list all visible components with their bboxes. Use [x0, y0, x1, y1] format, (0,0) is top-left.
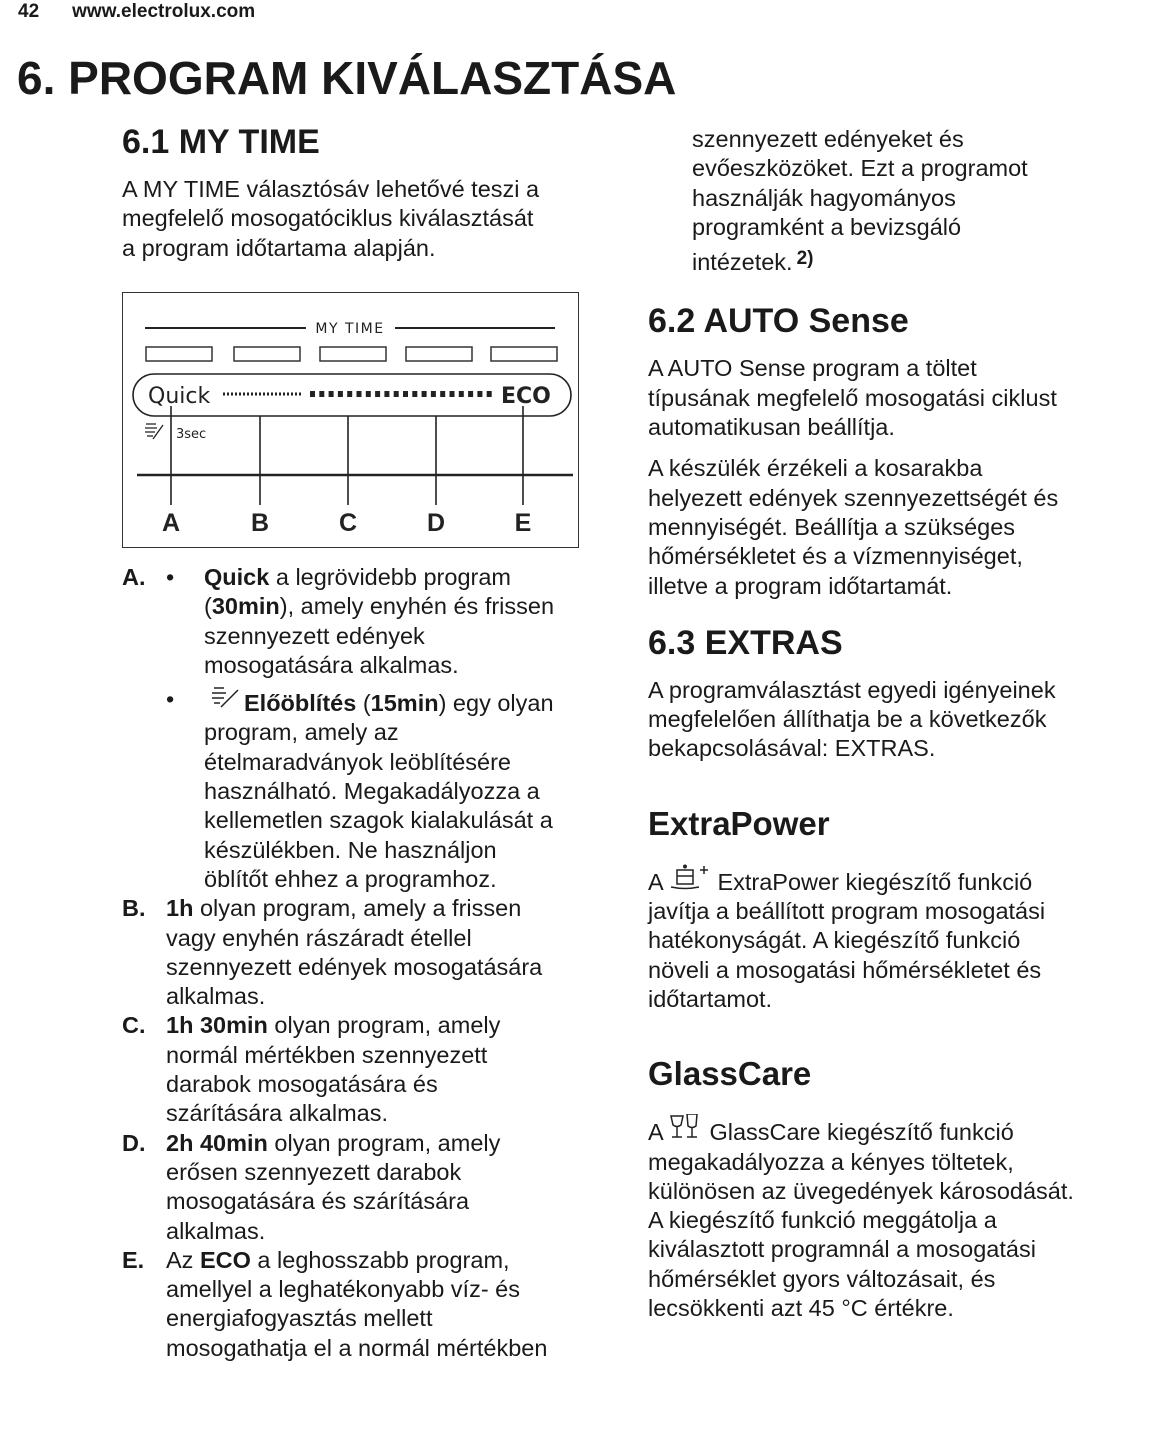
section-heading-6-2: 6.2 AUTO Sense	[648, 302, 909, 341]
indicator-box-5	[491, 347, 557, 361]
program-item-e: E. Az ECO a leghosszabb program, amellyel a leghatékonyabb víz- és energiafogyasztás mellett mosogathatja el a normál mértékben	[122, 1246, 548, 1361]
marker-e: E	[514, 509, 532, 537]
chapter-title	[17, 52, 676, 104]
auto-sense-p2: A készülék érzékeli a kosarakba helyezett edények szennyezettségét és mennyiségét. Beállítja a szükséges hőmérsékletet és a vízmennyiséget, illetve a program időtartamát.	[648, 455, 1059, 599]
section-heading-6-3: 6.3 EXTRAS	[648, 623, 843, 662]
chapter-number: 6.	[17, 52, 56, 104]
page-number: 42	[18, 1, 40, 22]
program-item-a: A. • Quick a legrövidebb program (30min), amely enyhén és frissen szennyezett edények mosogatására alkalmas. • Előöblítés (15min) egy olyan program, amely az ételmaradványok leöblítésére használható. Megakadályozza a kellemetlen szagok kialakulását a készülékben. Ne használjon öblítőt ehhez a programhoz.	[122, 563, 612, 894]
chapter-title-text: PROGRAM KIVÁLASZTÁSA	[68, 52, 677, 104]
program-item-d: D. 2h 40min olyan program, amely erősen szennyezett darabok mosogatására és szárítására alkalmas.	[122, 1129, 501, 1244]
marker-b: B	[250, 509, 270, 537]
marker-a: A	[161, 509, 181, 537]
my-time-panel-illustration	[123, 293, 580, 549]
website-link[interactable]: www.electrolux.com	[72, 1, 256, 22]
slider-eco-label: ECO	[501, 384, 551, 409]
prerinse-icon	[145, 424, 163, 439]
marker-d: D	[426, 509, 446, 537]
glasscare-icon	[669, 1114, 703, 1140]
glasscare-description: A GlassCare kiegészítő funkció megakadályozza a kényes töltetek, különösen az üvegedények károsodását. A kiegészítő funkció meggátolja a kiválasztott programnál a mosogatási hőmérséklet gyors változásait, és lecsökkenti azt 45 °C értékre.	[648, 1114, 1148, 1323]
footnote-ref[interactable]: 2)	[796, 248, 814, 270]
program-item-c: C. 1h 30min olyan program, amely normál mértékben szennyezett darabok mosogatására és szárítására alkalmas.	[122, 1012, 501, 1127]
my-time-intro: A MY TIME választósáv lehetővé teszi a megfelelő mosogatóciklus kiválasztását a program időtartama alapján.	[122, 176, 540, 261]
section-heading-6-1: 6.1 MY TIME	[122, 123, 320, 161]
program-prerinse: • Előöblítés (15min) egy olyan program, amely az ételmaradványok leöblítésére használható. Megakadályozza a kellemetlen szagok kialakulását a készülékben. Ne használjon öblítőt ehhez a programhoz.	[166, 686, 554, 892]
indicator-box-1	[146, 347, 212, 361]
extras-intro: A programválasztást egyedi igényeinek megfelelően állíthatja be a következők bekapcsolásával: EXTRAS.	[648, 676, 1056, 762]
extrapower-description: A ExtraPower kiegészítő funkció javítja a beállított program mosogatási hatékonyságát. A kiegészítő funkció növeli a mosogatási hőmérsékletet és időtartamot.	[648, 864, 1148, 1014]
right-column	[648, 125, 1148, 1323]
glasscare-heading: GlassCare	[648, 1055, 812, 1093]
program-quick: • Quick a legrövidebb program (30min), amely enyhén és frissen szennyezett edények mosogatására alkalmas.	[166, 564, 555, 678]
indicator-box-4	[406, 347, 472, 361]
page-header	[18, 1, 255, 23]
eco-continued: szennyezett edényeket és evőeszközöket. Ezt a programot használják hagyományos programként a bevizsgáló intézetek. $^{2)}$	[692, 126, 1028, 276]
extrapower-icon	[669, 864, 711, 890]
indicator-box-2	[234, 347, 300, 361]
auto-sense-p1: A AUTO Sense program a töltet típusának megfelelő mosogatási ciklust automatikusan beállítja.	[648, 355, 1057, 441]
extrapower-heading: ExtraPower	[648, 804, 830, 842]
diagram-bar-title: MY TIME	[315, 321, 385, 337]
prerinse-hint: 3sec	[176, 427, 207, 442]
indicator-box-3	[320, 347, 386, 361]
program-item-b: B. 1h olyan program, amely a frissen vagy enyhén rászáradt étellel szennyezett edények mosogatására alkalmas.	[122, 895, 543, 1010]
my-time-diagram	[122, 292, 579, 548]
marker-c: C	[338, 509, 358, 537]
program-list	[122, 563, 612, 1363]
slider-quick-label: Quick	[148, 384, 211, 409]
prerinse-icon	[204, 685, 244, 711]
section-my-time	[122, 122, 612, 263]
